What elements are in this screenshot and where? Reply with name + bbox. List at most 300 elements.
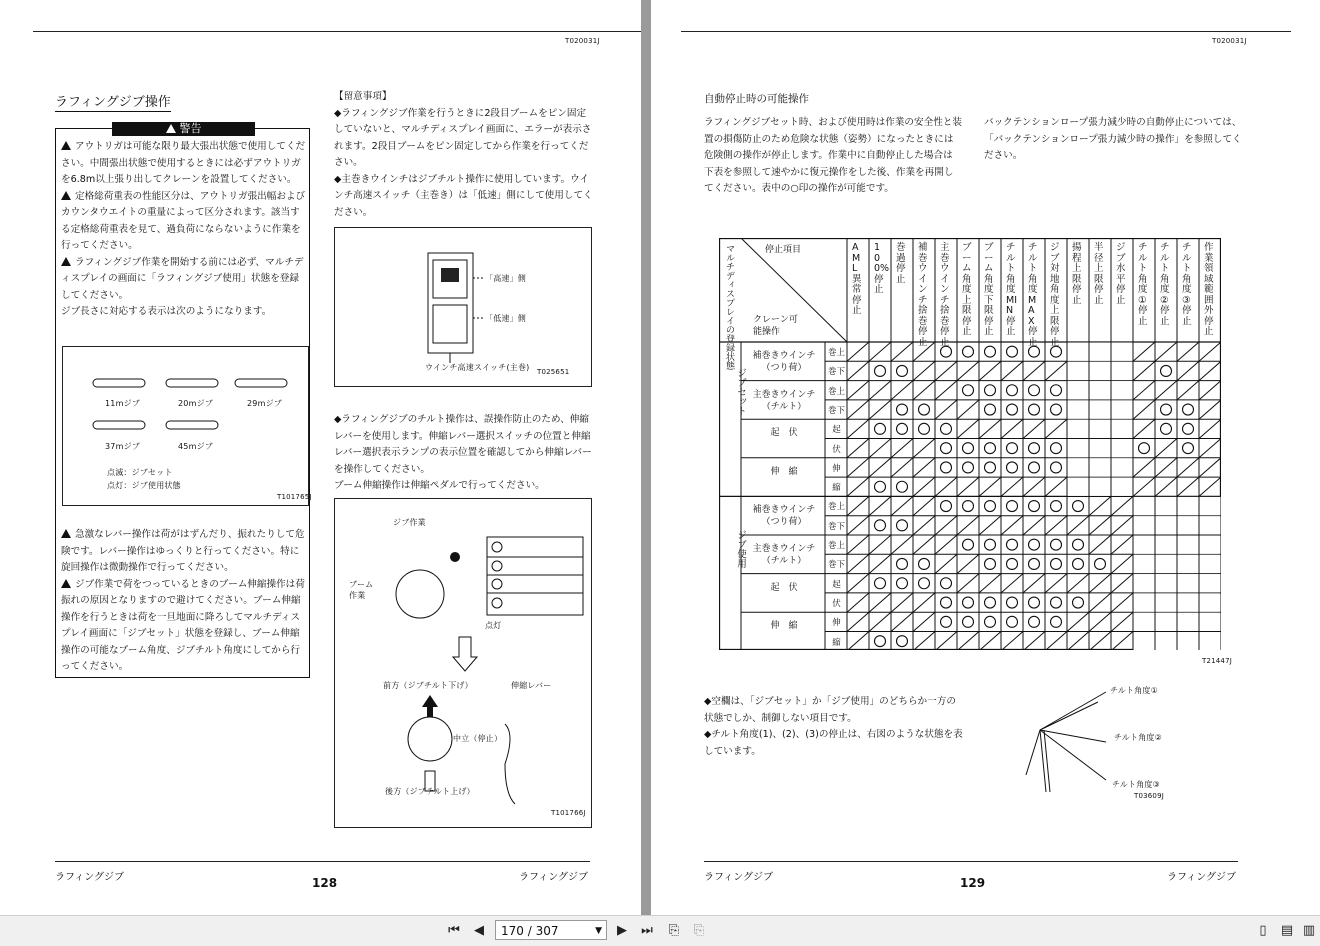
stop-mark: [891, 496, 913, 515]
stop-mark: [869, 612, 891, 631]
lever-figure: [334, 498, 592, 828]
direction-label: 巻下: [827, 367, 845, 378]
possible-mark: [941, 443, 952, 454]
stop-mark: [1089, 593, 1111, 612]
footer-rule-right: [704, 861, 1238, 862]
stop-mark: [979, 419, 1001, 438]
back-view-icon[interactable]: ⎘: [668, 923, 680, 938]
stop-mark: [1199, 477, 1221, 496]
stop-mark: [935, 361, 957, 380]
neutral-label: 中立（停止）: [453, 734, 503, 743]
possible-mark: [919, 578, 930, 589]
possible-mark: [1007, 616, 1018, 627]
stop-mark: [935, 400, 957, 419]
possible-mark: [1161, 423, 1172, 434]
warning-item: アウトリガは可能な限り最大張出状態で使用してください。中間張出状態で使用するときには必ずアウトリガを6.8m以上張り出してクレーンを設置してください。: [61, 141, 306, 185]
stop-mark: [935, 535, 957, 554]
stop-mark: [869, 593, 891, 612]
notes-block: [334, 89, 594, 221]
single-page-icon[interactable]: ▯: [1259, 923, 1267, 938]
stop-mark: [1045, 361, 1067, 380]
possible-mark: [1073, 501, 1084, 512]
column-header: 揚程上限停止: [1072, 242, 1082, 306]
stop-mark: [1177, 458, 1199, 477]
operation-label: 主巻きウインチ（チルト）: [752, 544, 816, 566]
possible-mark: [1007, 462, 1018, 473]
stop-mark: [935, 381, 957, 400]
stop-mark: [1111, 593, 1133, 612]
last-page-icon[interactable]: ⏭: [641, 923, 653, 938]
left-page: [0, 0, 641, 915]
possible-mark: [1051, 616, 1062, 627]
stop-mark: [891, 458, 913, 477]
stop-mark: [847, 612, 869, 631]
warning-text: [61, 139, 306, 321]
possible-mark: [1051, 597, 1062, 608]
possible-mark: [1029, 501, 1040, 512]
stop-mark: [1111, 612, 1133, 631]
column-header: チルト角度③停止: [1182, 242, 1192, 327]
stop-mark: [957, 632, 979, 651]
warning-text-2: [61, 527, 306, 676]
stop-mark: [891, 439, 913, 458]
stop-table: [719, 238, 1221, 650]
section-title: ラフィングジブ操作: [55, 95, 171, 110]
possible-mark: [941, 597, 952, 608]
stop-mark: [847, 516, 869, 535]
possible-mark: [1007, 346, 1018, 357]
footer-right-right: ラフィングジブ: [1167, 872, 1236, 883]
warning-icon: [61, 257, 71, 266]
stop-mark: [847, 632, 869, 651]
stop-mark: [957, 477, 979, 496]
boom-work-label: ブーム作業: [349, 580, 374, 600]
possible-mark: [919, 404, 930, 415]
lever-label: 伸縮レバー: [511, 681, 552, 690]
intro-text: ラフィングジブセット時、および使用時は作業の安全性と装置の損傷防止のため危険な状態（姿勢）になったときには危険側の操作が停止します。作業中に自動停止した場合は下表を参照して速やかに復元操作をした後、作業を再開してください。表中の○印の操作が可能です。: [704, 117, 962, 194]
possible-mark: [941, 501, 952, 512]
lever-code: T101766J: [551, 809, 586, 817]
direction-label: 起: [832, 579, 841, 590]
page-selector[interactable]: [495, 920, 607, 940]
possible-mark: [1161, 365, 1172, 376]
possible-mark: [897, 423, 908, 434]
stop-mark: [1001, 477, 1023, 496]
stop-mark: [1023, 574, 1045, 593]
stop-mark: [1199, 458, 1221, 477]
stop-mark: [1001, 516, 1023, 535]
possible-mark: [919, 558, 930, 569]
stop-mark: [1089, 496, 1111, 515]
stop-mark: [979, 361, 1001, 380]
footer-left-right: ラフィングジブ: [704, 872, 773, 883]
possible-mark: [985, 597, 996, 608]
warning-header: 警告: [112, 122, 255, 136]
possible-mark: [1051, 558, 1062, 569]
stop-mark: [957, 574, 979, 593]
switch-high-label: 「高速」側: [485, 274, 526, 283]
possible-mark: [875, 365, 886, 376]
possible-mark: [1029, 558, 1040, 569]
stop-mark: [913, 439, 935, 458]
stop-mark: [957, 400, 979, 419]
forward-label: 前方（ジブチルト下げ）: [383, 681, 473, 690]
possible-mark: [1051, 404, 1062, 415]
direction-label: 伏: [832, 444, 841, 455]
tilt-3-label: チルト角度③: [1112, 780, 1160, 789]
stop-mark: [1023, 516, 1045, 535]
warning-item: 急激なレバー操作は荷がはずんだり、振れたりして危険です。レバー操作はゆっくりと行ってください。特に旋回操作は微動操作で行ってください。: [61, 529, 305, 573]
direction-label: 巻下: [827, 560, 845, 571]
possible-mark: [963, 616, 974, 627]
next-page-icon[interactable]: ▶: [617, 923, 627, 938]
warning-icon: [61, 141, 71, 150]
note-item: ◆ラフィングジブ作業を行うときに2段目ブームをピン固定していないと、マルチディスプレイ画面に、エラーが表示されます。2段目ブームをピン固定してから作業を行ってください。: [334, 107, 592, 168]
direction-label: 伸: [832, 463, 841, 474]
column-header: 100%停止: [874, 242, 890, 295]
warning-item: ラフィングジブ作業を開始する前には必ず、マルチディスプレイの画面に「ラフィングジブ使用」状態を登録してください。: [61, 256, 304, 301]
possible-mark: [1029, 385, 1040, 396]
possible-mark: [985, 443, 996, 454]
stop-mark: [1111, 516, 1133, 535]
stop-mark: [869, 400, 891, 419]
jib-work-label: ジブ作業: [393, 518, 426, 527]
warning-item: ジブ長さに対応する表示は次のようになります。: [61, 306, 272, 317]
stop-mark: [1111, 574, 1133, 593]
stop-mark: [1111, 535, 1133, 554]
possible-mark: [897, 558, 908, 569]
tilt-svg: [1018, 680, 1193, 805]
stop-mark: [1155, 439, 1177, 458]
possible-mark: [1007, 501, 1018, 512]
warning-icon: [61, 191, 71, 200]
direction-label: 巻下: [827, 521, 845, 532]
possible-mark: [1007, 558, 1018, 569]
possible-mark: [985, 616, 996, 627]
possible-mark: [1029, 443, 1040, 454]
possible-mark: [1095, 558, 1106, 569]
chevron-down-icon: ▼: [595, 926, 602, 936]
possible-mark: [985, 539, 996, 550]
stop-mark: [979, 516, 1001, 535]
column-header: ジブ水平停止: [1116, 242, 1126, 306]
stop-mark: [891, 612, 913, 631]
footer-rule: [55, 861, 590, 862]
page-number-right: 129: [960, 876, 986, 890]
stop-mark: [935, 516, 957, 535]
corner-left-label: マルチディスプレイの登録状態: [724, 244, 734, 370]
stop-mark: [1199, 381, 1221, 400]
stop-mark: [1067, 632, 1089, 651]
page-code: T020031J: [1212, 37, 1247, 45]
stop-mark: [1045, 574, 1067, 593]
backward-label: 後方（ジブチルト上げ）: [385, 787, 475, 796]
direction-label: 縮: [832, 483, 841, 494]
stop-mark: [1133, 477, 1155, 496]
top-rule: [33, 31, 641, 32]
stop-mark: [1177, 381, 1199, 400]
switch-figure: [334, 227, 592, 387]
possible-mark: [875, 636, 886, 647]
jib-label-37: 37mジブ: [105, 442, 140, 451]
operation-label: 起 伏: [770, 428, 798, 439]
stop-mark: [1155, 381, 1177, 400]
stop-mark: [1155, 342, 1177, 361]
direction-label: 巻上: [827, 386, 845, 397]
page-code: T020031J: [565, 37, 600, 45]
stop-mark: [869, 439, 891, 458]
direction-label: 巻上: [827, 502, 845, 513]
tilt-2-label: チルト角度②: [1114, 733, 1162, 742]
possible-mark: [1139, 443, 1150, 454]
stop-mark: [847, 554, 869, 573]
switch-code: T025651: [537, 368, 570, 376]
stop-mark: [1199, 361, 1221, 380]
possible-mark: [1029, 539, 1040, 550]
possible-mark: [897, 636, 908, 647]
stop-mark: [913, 477, 935, 496]
possible-mark: [941, 616, 952, 627]
note-item: ◆主巻きウインチはジブチルト操作に使用しています。ウインチ高速スイッチ（主巻き）は「低速」側にして使用してください。: [334, 173, 593, 218]
note-item: ◆ラフィングジブのチルト操作は、誤操作防止のため、伸縮レバーを使用します。伸縮レバー選択スイッチの位置と伸縮レバー選択表示ランプの表示位置を確認してから伸縮レバーを操作してください。: [334, 414, 592, 475]
possible-mark: [1029, 616, 1040, 627]
column-header: チルト角度MIN停止: [1006, 242, 1017, 337]
column-header: チルト角度①停止: [1138, 242, 1148, 327]
stop-mark: [1001, 361, 1023, 380]
possible-mark: [963, 385, 974, 396]
table-note: ◆空欄は、「ジブセット」か「ジブ使用」のどちらか一方の状態でしか、制御しない項目です。: [704, 696, 956, 724]
stop-mark: [891, 342, 913, 361]
warning-item: 定格総荷重表の性能区分は、アウトリガ張出幅およびカウンタウエイトの重量によって区分されます。該当する定格総荷重表を見て、過負荷にならないように作業を行ってください。: [61, 190, 306, 251]
jib-label-45: 45mジブ: [178, 442, 213, 451]
possible-mark: [1029, 462, 1040, 473]
stop-mark: [935, 554, 957, 573]
possible-mark: [985, 501, 996, 512]
possible-mark: [897, 578, 908, 589]
tilt-code: T03609J: [1134, 792, 1165, 800]
stop-mark: [913, 516, 935, 535]
direction-label: 巻上: [827, 348, 845, 358]
stop-mark: [1089, 632, 1111, 651]
possible-mark: [1161, 404, 1172, 415]
stop-mark: [869, 381, 891, 400]
direction-label: 伸: [832, 618, 841, 629]
stop-mark: [1089, 574, 1111, 593]
possible-mark: [1051, 539, 1062, 550]
stop-mark: [847, 593, 869, 612]
stop-mark: [847, 439, 869, 458]
lever-svg: [335, 499, 591, 827]
stop-mark: [869, 458, 891, 477]
stop-mark: [1133, 400, 1155, 419]
column-header: 主巻ウインチ捨巻停止: [940, 242, 950, 348]
jib-label-29: 29mジブ: [247, 399, 282, 408]
lit-label: 点灯: [485, 621, 502, 630]
stop-mark: [1045, 516, 1067, 535]
stop-mark: [847, 361, 869, 380]
group-jibuse: ジブ使用: [735, 530, 746, 568]
stop-mark: [1133, 419, 1155, 438]
possible-mark: [963, 597, 974, 608]
possible-mark: [897, 520, 908, 531]
page-indicator: 170 / 307: [501, 924, 559, 938]
stop-mark: [1177, 342, 1199, 361]
stop-mark: [1067, 516, 1089, 535]
possible-mark: [1183, 404, 1194, 415]
stop-mark: [891, 381, 913, 400]
corner-bottom-label: クレーン可能操作: [753, 315, 798, 337]
stop-mark: [913, 593, 935, 612]
stop-mark: [1089, 535, 1111, 554]
column-header: ジブ対地角度上限停止: [1050, 242, 1060, 348]
operation-label: 補巻きウインチ（つり荷）: [752, 505, 816, 528]
stop-mark: [935, 632, 957, 651]
operation-label: 伸 縮: [770, 466, 798, 477]
direction-label: 巻下: [827, 405, 845, 416]
stop-mark: [891, 535, 913, 554]
possible-mark: [1007, 385, 1018, 396]
stop-mark: [1067, 574, 1089, 593]
possible-mark: [941, 462, 952, 473]
stop-mark: [979, 477, 1001, 496]
possible-mark: [1073, 597, 1084, 608]
stop-mark: [957, 419, 979, 438]
continuous-icon[interactable]: ▤: [1280, 923, 1294, 938]
stop-mark: [1199, 439, 1221, 458]
table-code: T21447J: [1202, 657, 1233, 665]
stop-mark: [1155, 458, 1177, 477]
column-header: チルト角度②停止: [1160, 242, 1170, 327]
direction-label: 縮: [832, 637, 841, 648]
operation-label: 主巻きウインチ（チルト）: [752, 389, 816, 412]
possible-mark: [1183, 443, 1194, 454]
figure-code: T101765J: [277, 493, 312, 501]
column-header: 作業領域範囲外停止: [1204, 242, 1214, 337]
possible-mark: [1051, 462, 1062, 473]
possible-mark: [963, 501, 974, 512]
stop-mark: [869, 496, 891, 515]
stop-mark: [957, 361, 979, 380]
possible-mark: [1029, 597, 1040, 608]
stop-mark: [1133, 361, 1155, 380]
stop-mark: [1001, 574, 1023, 593]
stop-mark: [1001, 419, 1023, 438]
possible-mark: [941, 423, 952, 434]
column-header: 補巻ウインチ捨巻停止: [918, 242, 928, 348]
possible-mark: [1183, 423, 1194, 434]
possible-mark: [897, 404, 908, 415]
jib-icons-svg: [63, 347, 308, 505]
stop-mark: [847, 477, 869, 496]
stop-mark: [1177, 361, 1199, 380]
stop-mark: [1023, 477, 1045, 496]
two-page-icon[interactable]: ▥: [1302, 923, 1316, 938]
corner-top-label: 停止項目: [765, 245, 802, 255]
legend-lit: 点灯：ジブ使用状態: [107, 481, 181, 490]
stop-mark: [1111, 554, 1133, 573]
stop-mark: [913, 612, 935, 631]
possible-mark: [985, 462, 996, 473]
section-heading: 自動停止時の可能操作: [704, 93, 809, 105]
direction-label: 起: [832, 425, 841, 436]
note-item: ブーム伸縮操作は伸縮ペダルで行ってください。: [334, 480, 545, 491]
stop-mark: [1045, 477, 1067, 496]
stop-mark: [1199, 342, 1221, 361]
possible-mark: [1073, 539, 1084, 550]
prev-page-icon[interactable]: ◀: [474, 923, 484, 938]
possible-mark: [963, 443, 974, 454]
table-notes: [704, 694, 964, 760]
footer-left: ラフィングジブ: [55, 872, 124, 883]
stop-mark: [1023, 419, 1045, 438]
tilt-figure: [1018, 680, 1193, 805]
column-header: AML異常停止: [852, 242, 862, 316]
jib-label-11: 11mジブ: [105, 399, 140, 408]
warning-icon: [61, 529, 71, 538]
stop-mark: [1111, 496, 1133, 515]
stop-mark: [1133, 342, 1155, 361]
stop-mark: [913, 381, 935, 400]
legend-blink: 点滅：ジブセット: [107, 468, 173, 477]
possible-mark: [1007, 443, 1018, 454]
possible-mark: [963, 346, 974, 357]
possible-mark: [1073, 558, 1084, 569]
stop-mark: [1133, 381, 1155, 400]
viewer-toolbar: [0, 915, 1320, 946]
possible-mark: [1051, 443, 1062, 454]
possible-mark: [963, 539, 974, 550]
intro-text-2: バックテンションロープ張力減少時の自動停止については、「バックテンションロープ張力減少時の操作」を参照してください。: [984, 117, 1242, 161]
notes-title: 【留意事項】: [334, 91, 392, 102]
possible-mark: [963, 462, 974, 473]
possible-mark: [985, 558, 996, 569]
possible-mark: [1051, 385, 1062, 396]
possible-mark: [1007, 597, 1018, 608]
stop-mark: [1023, 632, 1045, 651]
possible-mark: [875, 423, 886, 434]
first-page-icon[interactable]: ⏮: [448, 923, 460, 938]
possible-mark: [1007, 404, 1018, 415]
column-header: ブーム角度上限停止: [962, 242, 972, 337]
column-header: 巻過停止: [896, 242, 906, 285]
operation-label: 起 伏: [770, 582, 798, 593]
footer-right: ラフィングジブ: [519, 872, 588, 883]
stop-mark: [847, 381, 869, 400]
column-header: チルト角度MAX停止: [1028, 242, 1038, 348]
stop-mark: [869, 554, 891, 573]
column-header: ブーム角度下限停止: [984, 242, 994, 337]
forward-view-icon[interactable]: ⎘: [693, 923, 705, 938]
operation-label: 補巻きウインチ（つり荷）: [752, 351, 816, 373]
possible-mark: [897, 481, 908, 492]
stop-mark: [1199, 400, 1221, 419]
table-note: ◆チルト角度(1)、(2)、(3)の停止は、右図のような状態を表しています。: [704, 729, 963, 757]
stop-mark: [847, 535, 869, 554]
direction-label: 巻上: [827, 541, 845, 551]
stop-mark: [957, 516, 979, 535]
stop-mark: [913, 458, 935, 477]
possible-mark: [875, 481, 886, 492]
possible-mark: [875, 578, 886, 589]
possible-mark: [919, 423, 930, 434]
warning-item: ジブ作業で荷をつっているときのブーム伸縮操作は荷振れの原因となりますので避けてください。ブーム伸縮操作を行うときは荷を一旦地面に降ろしてマルチディスプレイ画面に「ジブセット」状態を登録し、ブーム伸縮操作の可能なブーム角度、ジブチルト角度にしてから行ってください。: [61, 578, 305, 672]
stop-mark: [1111, 632, 1133, 651]
jib-label-20: 20mジブ: [178, 399, 213, 408]
stop-mark: [979, 574, 1001, 593]
stop-mark: [1133, 458, 1155, 477]
stop-mark: [847, 400, 869, 419]
group-jibset: ジブセット: [735, 368, 746, 416]
